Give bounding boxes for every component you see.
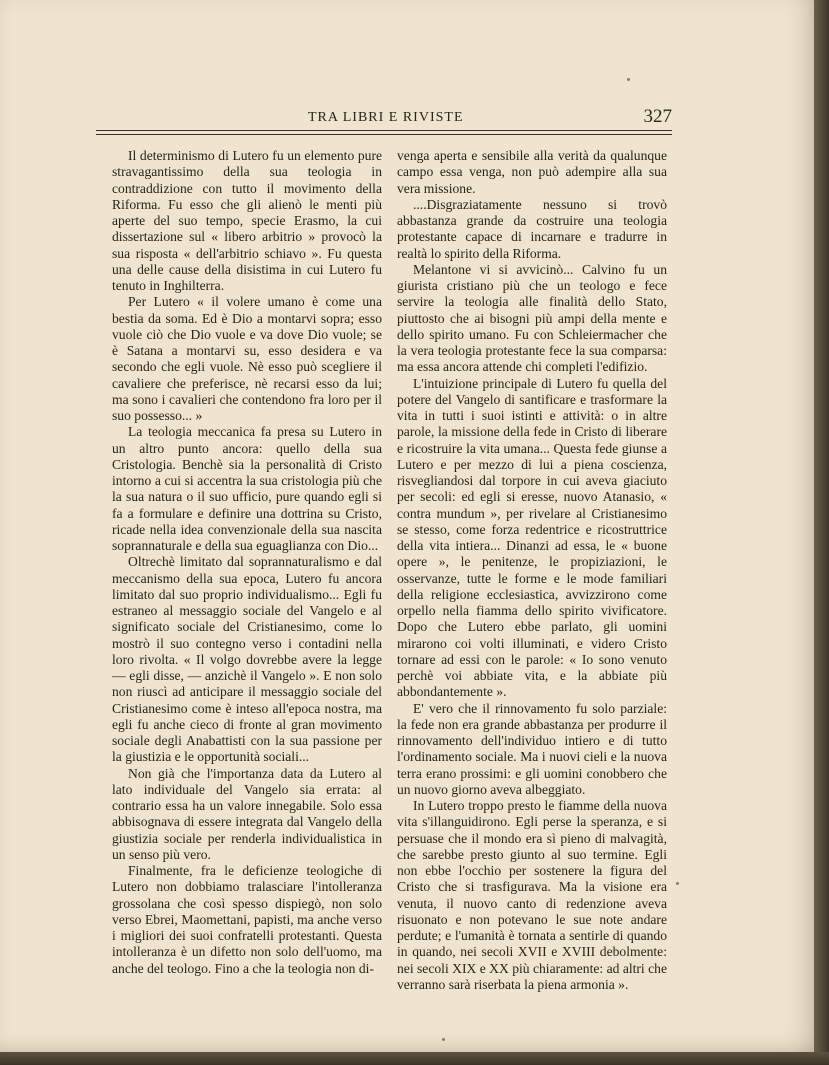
paragraph: Il determinismo di Lutero fu un elemento pure stravagantissimo della sua teologia in contraddizione con tutto il movimento della Riforma. Fu esso che gli alienò le menti più aperte del suo tempo, specie Erasmo, la cui dissertazione sul « libero arbitrio » provocò la sua risposta « dell'arbitrio schiavo ». Fu questa una delle cause della disistima in cui Lutero fu tenuto in Inghilterra. bbox=[112, 148, 382, 293]
header-rule bbox=[96, 130, 672, 135]
page-edge-shadow bbox=[814, 0, 829, 1065]
page-edge-shadow bbox=[0, 1052, 829, 1065]
paper-speck bbox=[627, 78, 630, 81]
paragraph: La teologia meccanica fa presa su Lutero in un altro punto ancora: quello della sua Cristologia. Benchè sia la personalità di Cristo intorno a cui si accentra la sua cristologia più che la sua natura o il suo ufficio, pure quando egli si fa a formulare e definire una dottrina su Cristo, ricade nella idea convenzionale della sua nascita soprannaturale e della sua eguaglianza con Dio... bbox=[112, 424, 382, 553]
paragraph: L'intuizione principale di Lutero fu quella del potere del Vangelo di santificare e trasformare la vita in tutti i suoi istinti e attività: o in altre parole, la missione della fede in Cristo di liberare e ricostruire la vita umana... Questa fede giunse a Lutero e per mezzo di lui a piena coscienza, risvegliandosi dal torpore in cui aveva giaciuto per secoli: ed egli si eresse, nuovo Atanasio, « contra mundum », per rivelare al Cristianesimo se stesso, come forza redentrice e ricostruttrice della vita intiera... Dinanzi ad essa, le « buone opere », le penitenze, le propiziazioni, le osservanze, tutte le forme e le mode familiari della religione ecclesiastica, avvizzirono come orpello nella fiamma dello spirito vivificatore. Dopo che Lutero ebbe parlato, gli uomini mirarono coi volti illuminati, e videro Cristo tornare ad essi con le parole: « Io sono venuto perchè voi abbiate vita, e la abbiate più abbondantemente ». bbox=[397, 375, 667, 700]
paragraph: Per Lutero « il volere umano è come una bestia da soma. Ed è Dio a montarvi sopra; esso vuole ciò che Dio vuole e va dove Dio vuole; se è Satana a montarvi su, esso desidera e va secondo che egli vuole. Nè esso può scegliere il cavaliere che preferisce, nè recarsi esso da lui; ma sono i cavalieri che contendono fra loro per il suo possesso... » bbox=[112, 294, 382, 423]
paragraph: Oltrechè limitato dal soprannaturalismo e dal meccanismo della sua epoca, Lutero fu ancora limitato dal suo proprio individualismo... Egli fu estraneo al messaggio sociale del Vangelo e al significato sociale del Cristianesimo, come lo mostrò il suo contegno verso i contadini nella loro rivolta. « Il volgo dovrebbe avere la legge — egli disse, — anzichè il Vangelo ». E non solo non riuscì ad anticipare il messaggio sociale del Cristianesimo come è inteso all'epoca nostra, ma egli fu anche cieco di fronte al gran movimento sociale degli Anabattisti con la sua passione per la giustizia e le opportunità sociali... bbox=[112, 554, 382, 765]
paragraph: venga aperta e sensibile alla verità da qualunque campo essa venga, non può adempire alla sua vera missione. bbox=[397, 148, 667, 196]
right-column bbox=[397, 148, 667, 993]
paragraph: Non già che l'importanza data da Lutero al lato individuale del Vangelo sia errata: al contrario essa ha un valore innegabile. Solo essa abbisognava di essere integrata dal Vangelo della giustizia sociale per renderla individualistica in un senso più vero. bbox=[112, 765, 382, 862]
paragraph: Finalmente, fra le deficienze teologiche di Lutero non dobbiamo tralasciare l'intolleranza grossolana che così spesso dispiegò, non solo verso Ebrei, Maomettani, papisti, ma anche verso i migliori dei suoi confratelli protestanti. Questa intolleranza è un difetto non solo dell'uomo, ma anche del teologo. Fino a che la teologia non di- bbox=[112, 863, 382, 976]
paragraph: E' vero che il rinnovamento fu solo parziale: la fede non era grande abbastanza per produrre il rinnovamento dell'individuo intiero e di tutto l'ordinamento sociale. Ma i nuovi cieli e la nuova terra erano prossimi: e gli uomini conobbero che un nuovo giorno aveva albeggiato. bbox=[397, 700, 667, 797]
paper-speck bbox=[442, 1038, 445, 1041]
paper-speck bbox=[676, 882, 679, 885]
paragraph: Melantone vi si avvicinò... Calvino fu un giurista cristiano più che un teologo e fece servire la teologia alle finalità dello Stato, piuttosto che ai bisogni più ampi della mente e dello spirito umano. Fu con Schleiermacher che la vera teologia protestante fece la sua comparsa: ma essa ancora attende chi completi l'edifizio. bbox=[397, 261, 667, 375]
page-number: 327 bbox=[643, 106, 672, 127]
paragraph: ....Disgraziatamente nessuno si trovò abbastanza grande da costruire una teologia protestante capace di incarnare e tradurre in realtà lo spirito della Riforma. bbox=[397, 196, 667, 261]
paragraph: In Lutero troppo presto le fiamme della nuova vita s'illanguidirono. Egli perse la speranza, e si persuase che il mondo era sì pieno di malvagità, che sarebbe presto giunto al suo termine. Egli non ebbe l'occhio per sostenere la figura del Cristo che si trasfigurava. Ma la visione era venuta, il nuovo canto di redenzione aveva risuonato e non potevano le sue note andare perdute; e l'umanità è tornata a sentirle di quando in quando, nei secoli XVII e XVIII debolmente: nei secoli XIX e XX più chiaramente: ad altri che verranno sarà riserbata la piena armonia ». bbox=[397, 798, 667, 992]
running-title: TRA LIBRI E RIVISTE bbox=[308, 110, 464, 125]
left-column bbox=[112, 148, 382, 977]
